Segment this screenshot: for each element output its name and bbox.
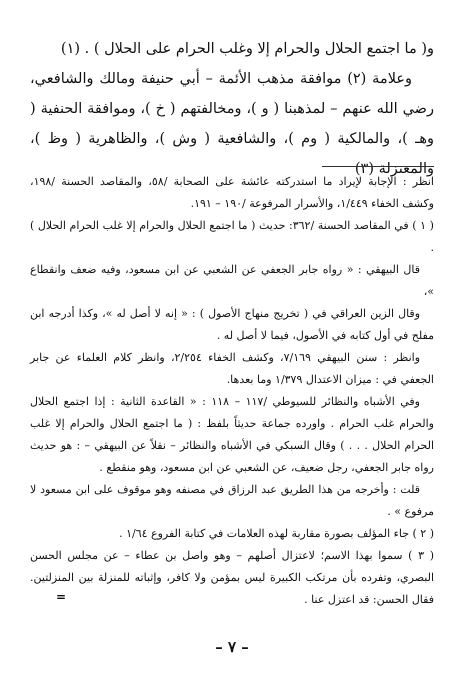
footnotes — [30, 171, 434, 611]
main-paragraph-2: وعلامة (٢) موافقة مذهب الأئمة – أبي حنيفة ومالك والشافعي، رضي الله عنهم – لمذهبنا ( و )، ومخالفتهم ( خ )، وموافقة الحنفية ( وهـ )، والمالكية ( وم )، والشافعية ( وش )، والظاهرية ( وظ )، والمعتزلة (٣) — [30, 71, 434, 177]
main-text — [30, 34, 434, 184]
footnote-3: ( ٣ ) سموا بهذا الاسم؛ لاعتزال أصلهم – وهو واصل بن عطاء – عن مجلس الحسن البصري، وتفرده بأن مرتكب الكبيرة ليس بمؤمن ولا كافر، وإثباته للمنزلة بين المنزلتين. فقال الحسن: قد اعتزل عنا . — [30, 549, 434, 606]
footnote-1-suyuti: وفي الأشباه والنظائر للسيوطي /١١٧ – ١١٨ : « القاعدة الثانية : إذا اجتمع الحلال والحرام غلب الحرام . واورده جماعة حديثاً بلفظ : ( ما اجتمع الحلال والحرام إلا غلب الحرام الحلال . . . ) وقال السبكي في الأشباه والنظائر – نقلاً عن البيهقي – : هو حديث رواه جابر الجعفي، رجل ضعيف، عن الشعبي عن ابن مسعود، وهو منقطع . — [30, 395, 434, 474]
footnote-1: ( ١ ) في المقاصد الحسنة /٣٦٢: حديث ( ما اجتمع الحلال والحرام إلا غلب الحرام الحلال ) . — [30, 219, 434, 254]
footnote-1-iraqi: وقال الزين العراقي في ( تخريج منهاج الأصول ) : « إنه لا أصل له »، وكذا أدرجه ابن مفلح في أول كتابه في الأصول، فيما لا أصل له . — [30, 307, 434, 342]
footnote-continuation: انظر : الإجابة لإيراد ما استدركته عائشة على الصحابة /٥٨، والمقاصد الحسنة /١٩٨، وكشف الخفاء ١/٤٤٩، والأسرار المرفوعة /١٩٠ – ١٩١. — [30, 175, 434, 210]
page-number: – ٧ – — [215, 638, 249, 656]
footnote-1-bayhaqi: قال البيهقي : « رواه جابر الجعفي عن الشعبي عن ابن مسعود، وفيه ضعف وانقطاع »، — [30, 263, 434, 298]
footnote-1-comment: قلت : وأخرجه من هذا الطريق عبد الرزاق في مصنفه وهو موقوف على ابن مسعود لا مرفوع » . — [30, 483, 434, 518]
main-paragraph-1: و( ما اجتمع الحلال والحرام إلا وغلب الحرام على الحلال ) . (١) — [60, 41, 434, 57]
footnote-1-references: وانظر : سنن البيهقي ٧/١٦٩، وكشف الخفاء ٢/٢٥٤، وانظر كلام العلماء عن جابر الجعفي في : ميزان الاعتدال ١/٣٧٩ وما بعدها. — [30, 351, 434, 386]
footnote-2: ( ٢ ) جاء المؤلف بصورة مقاربة لهذه العلامات في كتابة الفروع ١/٦٤ . — [119, 527, 434, 540]
margin-mark: = — [56, 590, 67, 604]
footnote-separator — [322, 166, 434, 167]
